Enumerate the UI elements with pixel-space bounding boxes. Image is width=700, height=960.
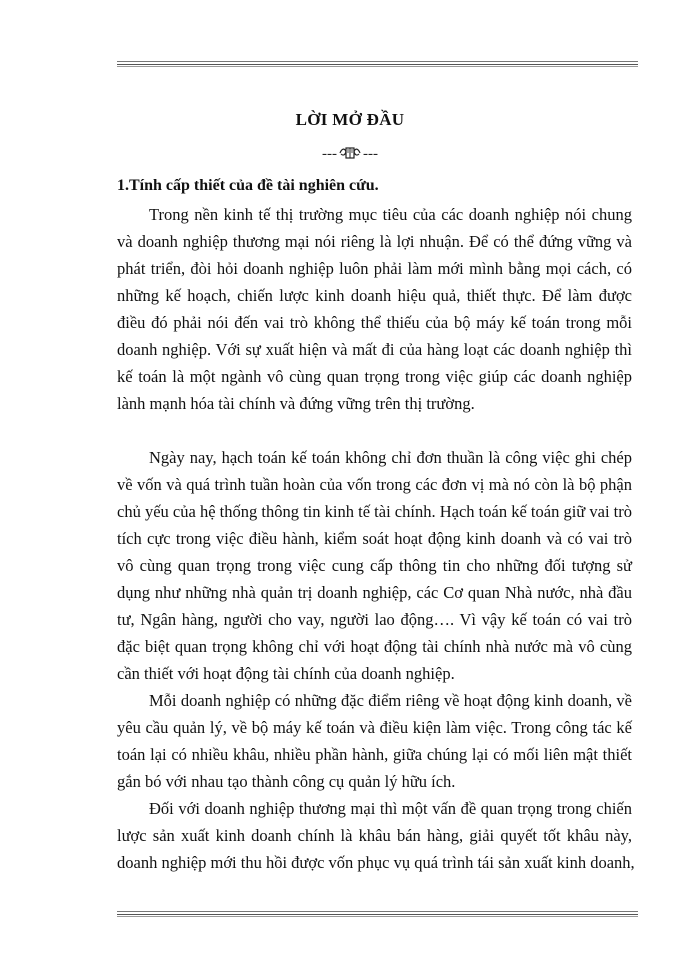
header-rule bbox=[117, 61, 638, 67]
section-heading: 1.Tính cấp thiết của đề tài nghiên cứu. bbox=[117, 177, 379, 194]
body-line: lược sản xuất kinh doanh chính là khâu bán hàng, giải quyết tốt khâu này, bbox=[117, 826, 632, 845]
body-line: toán lại có nhiều khâu, nhiều phần hành, giữa chúng lại có mối liên mật thiết bbox=[117, 745, 632, 764]
ornament-dashes-left: --- bbox=[322, 146, 337, 162]
title-ornament bbox=[0, 146, 700, 163]
body-line: điều đó phải nói đến vai trò không thể thiếu của bộ máy kế toán trong mỗi bbox=[117, 313, 632, 332]
body-line: lành mạnh hóa tài chính và đứng vững trên thị trường. bbox=[117, 394, 475, 413]
body-line: Mỗi doanh nghiệp có những đặc điểm riêng về hoạt động kinh doanh, về bbox=[149, 691, 632, 710]
body-line: yêu cầu quản lý, về bộ máy kế toán và điều kiện làm việc. Trong công tác kế bbox=[117, 718, 632, 737]
body-line: về vốn và quá trình tuần hoàn của vốn trong các đơn vị mà nó còn là bộ phận bbox=[117, 475, 632, 494]
body-line: doanh nghiệp mới thu hồi được vốn phục vụ quá trình tái sản xuất kinh doanh, bbox=[117, 853, 635, 872]
book-ornament-icon bbox=[339, 146, 361, 160]
body-line: tư, Ngân hàng, người cho vay, người lao động…. Vì vậy kế toán có vai trò bbox=[117, 610, 632, 629]
body-line: những kế hoạch, chiến lược kinh doanh hiệu quả, thiết thực. Để làm được bbox=[117, 286, 632, 305]
ornament-dashes-right: --- bbox=[363, 146, 378, 162]
footer-rule bbox=[117, 911, 638, 917]
body-line: đặc biệt quan trọng không chỉ với hoạt động tài chính nhà nước mà vô cùng bbox=[117, 637, 632, 656]
body-line: doanh nghiệp. Với sự xuất hiện và mất đi của hàng loạt các doanh nghiệp thì bbox=[117, 340, 632, 359]
body-line: chủ yếu của hệ thống thông tin kinh tế tài chính. Hạch toán kế toán giữ vai trò bbox=[117, 502, 632, 521]
body-line: cần thiết với hoạt động tài chính của doanh nghiệp. bbox=[117, 664, 455, 683]
body-line: gắn bó với nhau tạo thành công cụ quản lý hữu ích. bbox=[117, 772, 456, 791]
body-line: tích cực trong việc điều hành, kiểm soát hoạt động kinh doanh và có vai trò bbox=[117, 529, 632, 548]
body-line: Ngày nay, hạch toán kế toán không chỉ đơn thuần là công việc ghi chép bbox=[149, 448, 632, 467]
page-title: LỜI MỞ ĐẦU bbox=[295, 110, 405, 129]
body-line: Đối với doanh nghiệp thương mại thì một vấn đề quan trọng trong chiến bbox=[149, 799, 632, 818]
body-line: Trong nền kinh tế thị trường mục tiêu của các doanh nghiệp nói chung bbox=[149, 205, 632, 224]
body-line: dụng như những nhà quản trị doanh nghiệp, các Cơ quan Nhà nước, nhà đầu bbox=[117, 583, 632, 602]
body-line: vô cùng quan trọng trong việc cung cấp thông tin cho những đối tượng sử bbox=[117, 556, 632, 575]
body-line: kế toán là một ngành vô cùng quan trọng trong việc giúp các doanh nghiệp bbox=[117, 367, 632, 386]
body-line: và doanh nghiệp thương mại nói riêng là lợi nhuận. Để có thể đứng vững và bbox=[117, 232, 632, 251]
body-line: phát triển, đòi hỏi doanh nghiệp luôn phải làm mới mình bằng mọi cách, có bbox=[117, 259, 632, 278]
